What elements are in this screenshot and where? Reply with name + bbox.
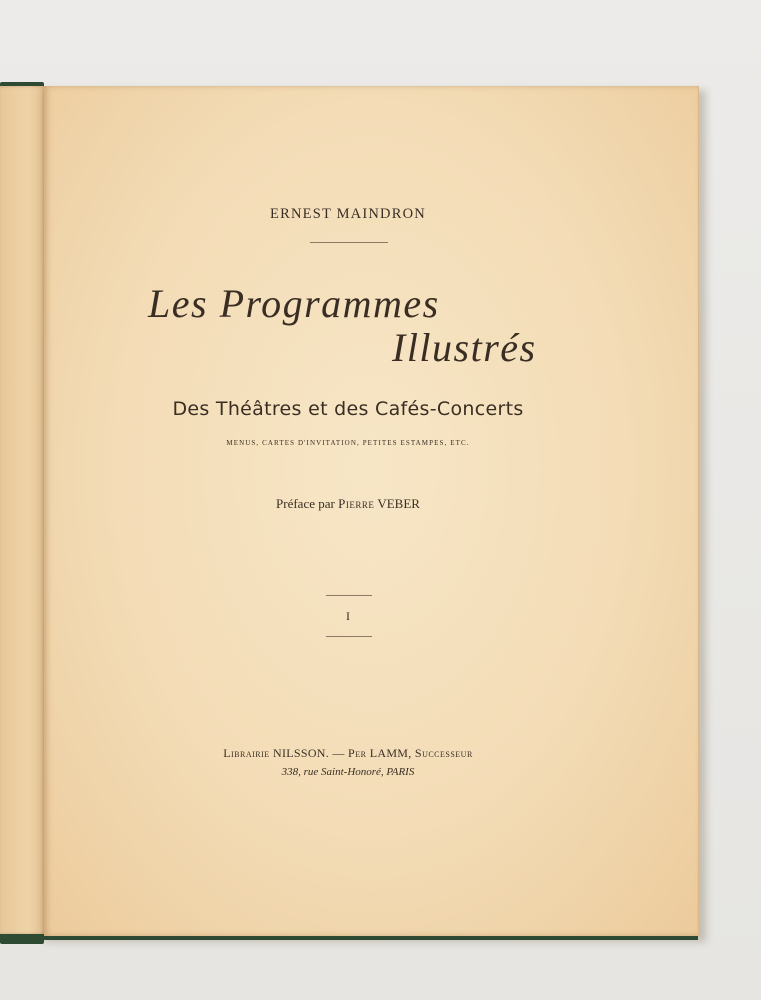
contents-line: MENUS, CARTES D'INVITATION, PETITES ESTAMPES, ETC. [226,439,470,447]
publisher-lamm: LAMM, [369,746,412,760]
preface-line [44,496,652,512]
volume-number: I [346,609,350,623]
publisher-nilsson: NILSSON. [273,746,330,760]
title-page [44,86,699,936]
publisher-per: Per [348,746,367,760]
title-line-2: Illustrés [392,325,537,370]
author-name: ERNEST MAINDRON [270,206,426,222]
publisher-librairie: Librairie [223,746,270,760]
left-flyleaf [0,86,46,934]
publisher-address: 338, rue Saint-Honoré, PARIS [281,766,415,778]
title-line-1: Les Programmes [148,281,440,326]
publisher-dash: — [332,746,345,760]
author-rule [310,242,388,243]
volume-rule-bottom [326,636,372,637]
preface-author-first: Pierre [338,496,375,511]
volume-rule-top [326,595,372,596]
publisher-line [44,746,652,761]
preface-prefix: Préface par [276,496,335,511]
publisher-successeur: Successeur [414,746,473,760]
preface-author-last: VEBER [377,496,420,511]
subtitle: Des Théâtres et des Cafés-Concerts [172,398,524,420]
